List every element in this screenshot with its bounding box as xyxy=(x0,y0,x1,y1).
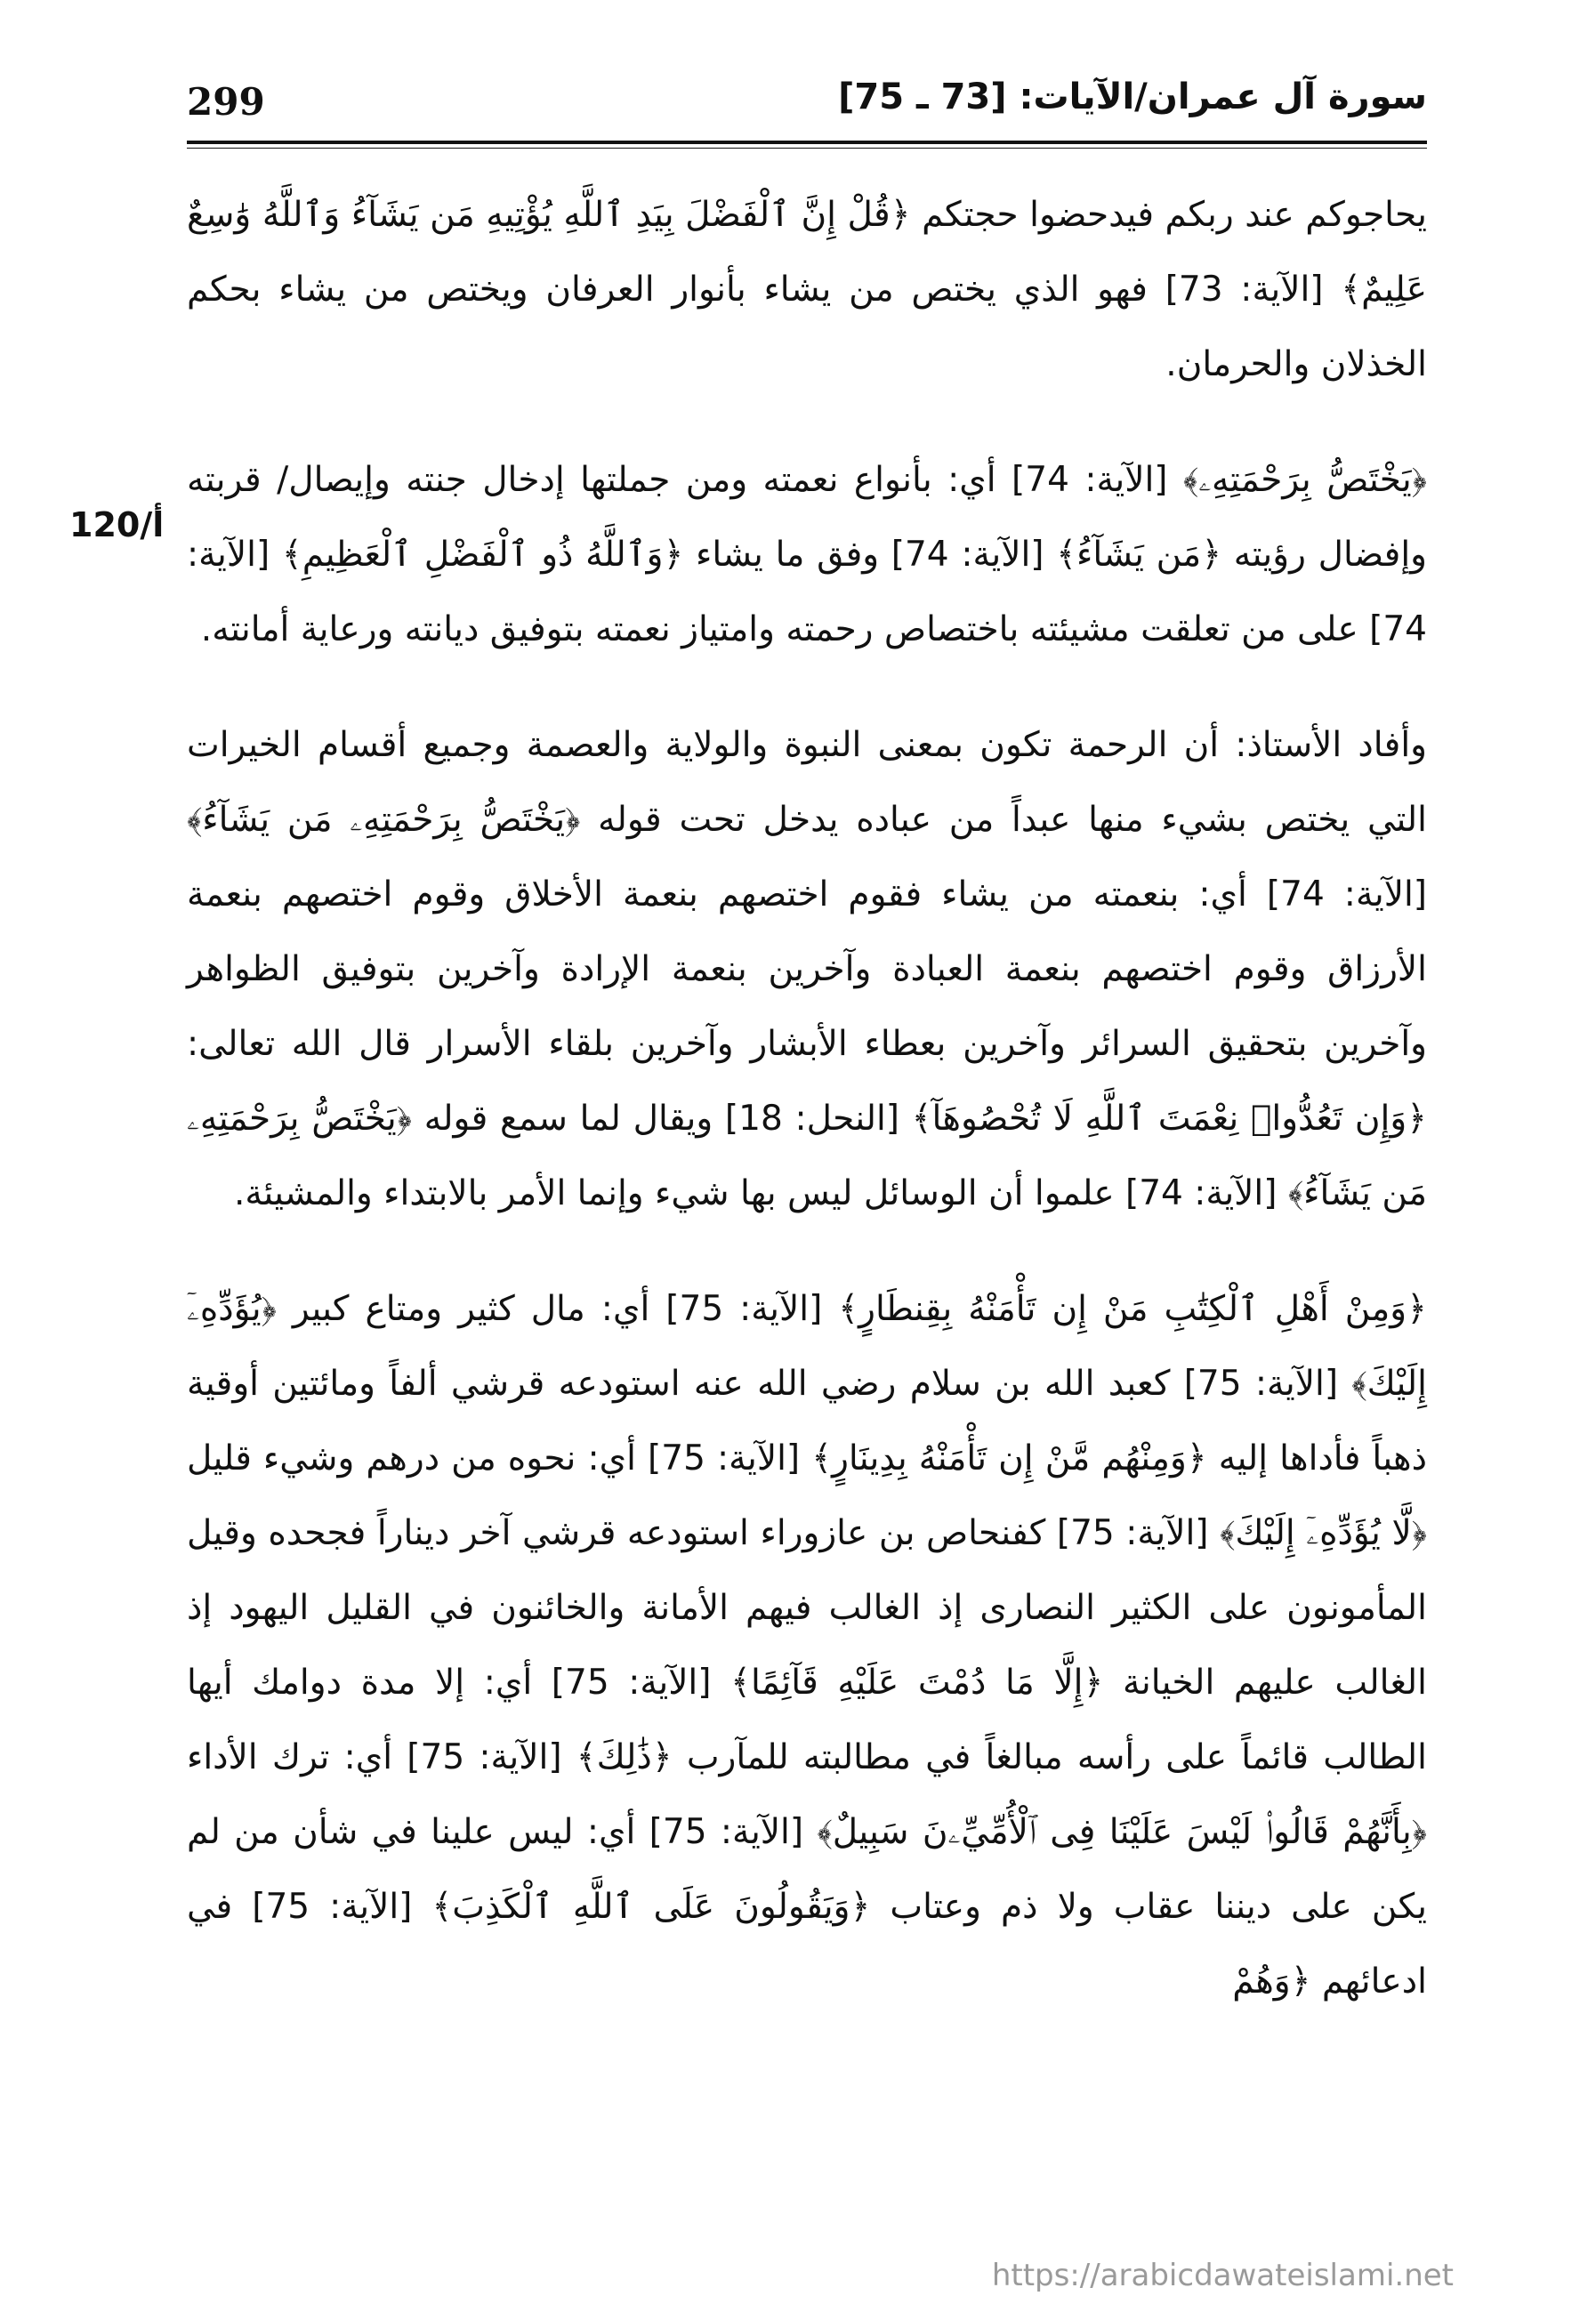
paragraph-1: يحاجوكم عند ربكم فيدحضوا حجتكم ﴿قُلْ إِنَّ ٱلْفَضْلَ بِيَدِ ٱللَّهِ يُؤْتِيهِ مَن يَشَآءُ وَٱللَّهُ وَٰسِعٌ عَلِيمٌ﴾ [الآية: 73] فهو الذي يختص من يشاء بأنوار العرفان ويختص من يشاء بحكم الخذلان والحرمان. xyxy=(187,195,1428,384)
paragraph-2: ﴿يَخْتَصُّ بِرَحْمَتِهِۦ﴾ [الآية: 74] أي: بأنواع نعمته ومن جملتها إدخال جنته وإيصال/ قربته وإفضال رؤيته ﴿مَن يَشَآءُ﴾ [الآية: 74] وفق ما يشاء ﴿وَٱللَّهُ ذُو ٱلْفَضْلِ ٱلْعَظِيمِ﴾ [الآية: 74] على من تعلقت مشيئته باختصاص رحمته وامتياز نعمته بتوفيق ديانته ورعاية أمانته. xyxy=(187,460,1427,649)
page-number: 299 xyxy=(187,80,265,124)
paragraph-4: ﴿وَمِنْ أَهْلِ ٱلْكِتَٰبِ مَنْ إِن تَأْمَنْهُ بِقِنطَارٍ﴾ [الآية: 75] أي: مال كثير ومتاع كبير ﴿يُؤَدِّهِۦٓ إِلَيْكَ﴾ [الآية: 75] كعبد الله بن سلام رضي الله عنه استودعه قرشي ألفاً ومائتين أوقية ذهباً فأداها إليه ﴿وَمِنْهُم مَّنْ إِن تَأْمَنْهُ بِدِينَارٍ﴾ [الآية: 75] أي: نحوه من درهم وشيء قليل ﴿لَّا يُؤَدِّهِۦٓ إِلَيْكَ﴾ [الآية: 75] كفنحاص بن عازوراء استودعه قرشي آخر ديناراً فجحده وقيل المأمونون على الكثير النصارى إذ الغالب فيهم الأمانة والخائنون في القليل اليهود إذ الغالب عليهم الخيانة ﴿إِلَّا مَا دُمْتَ عَلَيْهِ قَآئِمًا﴾ [الآية: 75] أي: إلا مدة دوامك أيها الطالب قائماً على رأسه مبالغاً في مطالبته للمآرب ﴿ذَٰلِكَ﴾ [الآية: 75] أي: ترك الأداء ﴿بِأَنَّهُمْ قَالُوا۟ لَيْسَ عَلَيْنَا فِى ٱلْأُمِّيِّۦنَ سَبِيلٌ﴾ [الآية: 75] أي: ليس علينا في شأن من لم يكن على ديننا عقاب ولا ذم وعتاب ﴿وَيَقُولُونَ عَلَى ٱللَّهِ ٱلْكَذِبَ﴾ [الآية: 75] في ادعائهم ﴿وَهُمْ xyxy=(187,1289,1428,2002)
margin-note: 120/أ xyxy=(69,505,165,544)
running-title: سورة آل عمران/الآيات: [73 ـ 75] xyxy=(838,77,1427,117)
header-rule xyxy=(187,141,1427,149)
paragraph-3: وأفاد الأستاذ: أن الرحمة تكون بمعنى النبوة والولاية والعصمة وجميع أقسام الخيرات التي يختص بشيء منها عبداً من عباده يدخل تحت قوله ﴿يَخْتَصُّ بِرَحْمَتِهِۦ مَن يَشَآءُ﴾ [الآية: 74] أي: بنعمته من يشاء فقوم اختصهم بنعمة الأخلاق وقوم اختصهم بنعمة الأرزاق وقوم اختصهم بنعمة العبادة وآخرين بنعمة الإرادة وآخرين بتوفيق الظواهر وآخرين بتحقيق السرائر وآخرين بعطاء الأبشار وآخرين بلقاء الأسرار قال الله تعالى: ﴿وَإِن تَعُدُّوا۟ نِعْمَتَ ٱللَّهِ لَا تُحْصُوهَآ﴾ [النحل: 18] ويقال لما سمع قوله ﴿يَخْتَصُّ بِرَحْمَتِهِۦ مَن يَشَآءُ﴾ [الآية: 74] علموا أن الوسائل ليس بها شيء وإنما الأمر بالابتداء والمشيئة. xyxy=(187,725,1428,1213)
page-body xyxy=(187,178,1427,2060)
page-header xyxy=(187,69,1427,141)
watermark-url: https://arabicdawateislami.net xyxy=(991,2258,1454,2293)
